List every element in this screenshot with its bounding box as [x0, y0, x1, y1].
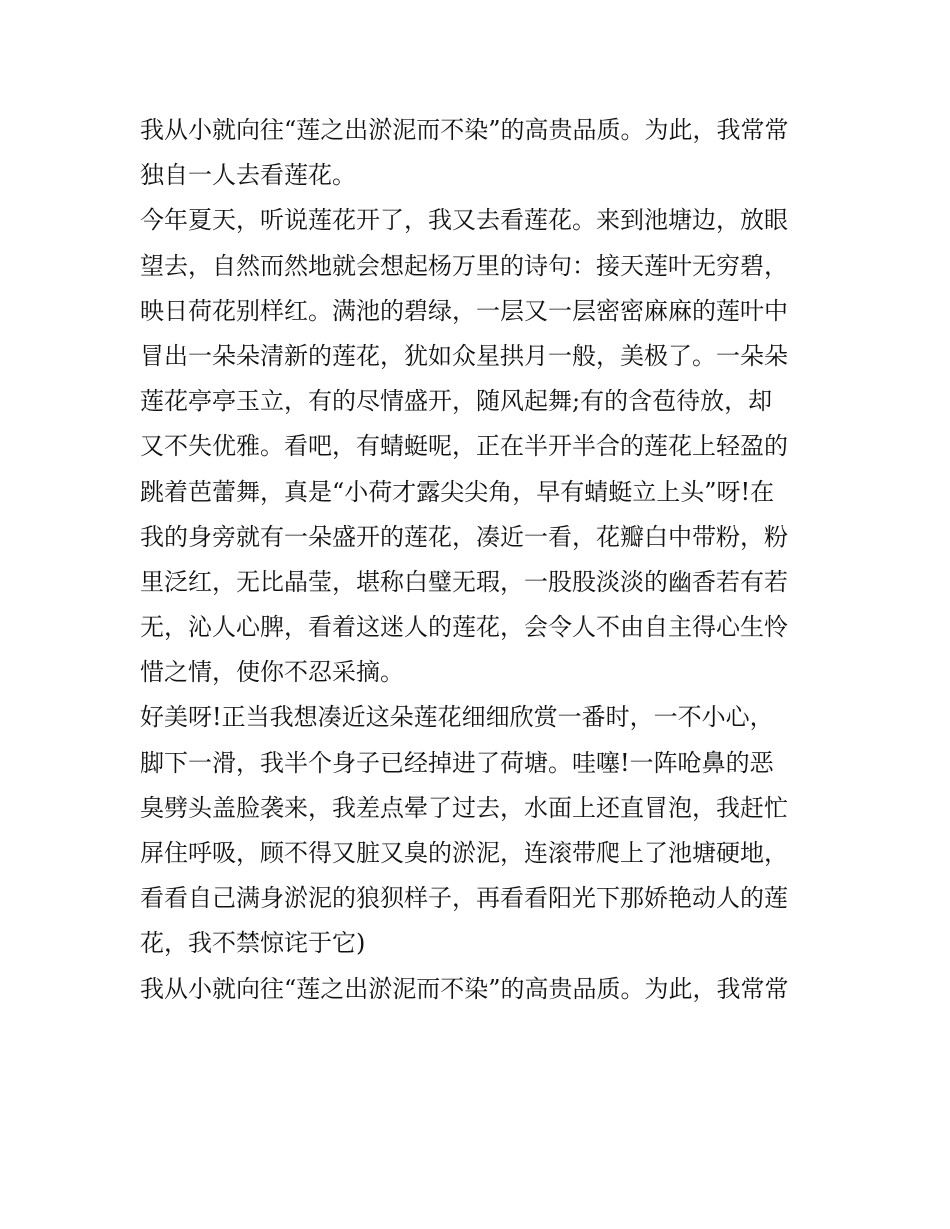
- text-line: 臭劈头盖脸袭来，我差点晕了过去，水面上还直冒泡，我赶忙: [140, 793, 788, 822]
- text-line: 又不失优雅。看吧，有蜻蜓呢，正在半开半合的莲花上轻盈的: [140, 432, 788, 461]
- text-line: 里泛红，无比晶莹，堪称白璧无瑕，一股股淡淡的幽香若有若: [140, 567, 788, 596]
- text-line: 冒出一朵朵清新的莲花，犹如众星拱月一般，美极了。一朵朵: [140, 341, 788, 370]
- text-line: 脚下一滑，我半个身子已经掉进了荷塘。哇噻!一阵呛鼻的恶: [140, 748, 774, 777]
- text-line: 映日荷花别样红。满池的碧绿，一层又一层密密麻麻的莲叶中: [140, 296, 788, 325]
- text-line: 跳着芭蕾舞，真是“小荷才露尖尖角，早有蜻蜓立上头”呀!在: [140, 477, 775, 506]
- text-line: 惜之情，使你不忍采摘。: [140, 658, 404, 687]
- text-line: 我的身旁就有一朵盛开的莲花，凑近一看，花瓣白中带粉，粉: [140, 522, 788, 551]
- text-line: 望去，自然而然地就会想起杨万里的诗句：接天莲叶无穷碧，: [140, 251, 788, 280]
- text-line: 独自一人去看莲花。: [140, 161, 356, 190]
- text-line: 无，沁人心脾，看着这迷人的莲花，会令人不由自主得心生怜: [140, 613, 788, 642]
- text-line: 好美呀!正当我想凑近这朵莲花细细欣赏一番时，一不小心，: [140, 703, 774, 732]
- text-line: 我从小就向往“莲之出淤泥而不染”的高贵品质。为此，我常常: [140, 974, 789, 1003]
- text-line: 看看自己满身淤泥的狼狈样子，再看看阳光下那娇艳动人的莲: [140, 884, 788, 913]
- body-text: [140, 108, 820, 1012]
- text-line: 今年夏天，听说莲花开了，我又去看莲花。来到池塘边，放眼: [140, 206, 788, 235]
- text-line: 花，我不禁惊诧于它): [140, 929, 366, 958]
- text-line: 莲花亭亭玉立，有的尽情盛开，随风起舞;有的含苞待放，却: [140, 387, 773, 416]
- text-line: 我从小就向往“莲之出淤泥而不染”的高贵品质。为此，我常常: [140, 116, 789, 144]
- text-line: 屏住呼吸，顾不得又脏又臭的淤泥，连滚带爬上了池塘硬地，: [140, 839, 788, 867]
